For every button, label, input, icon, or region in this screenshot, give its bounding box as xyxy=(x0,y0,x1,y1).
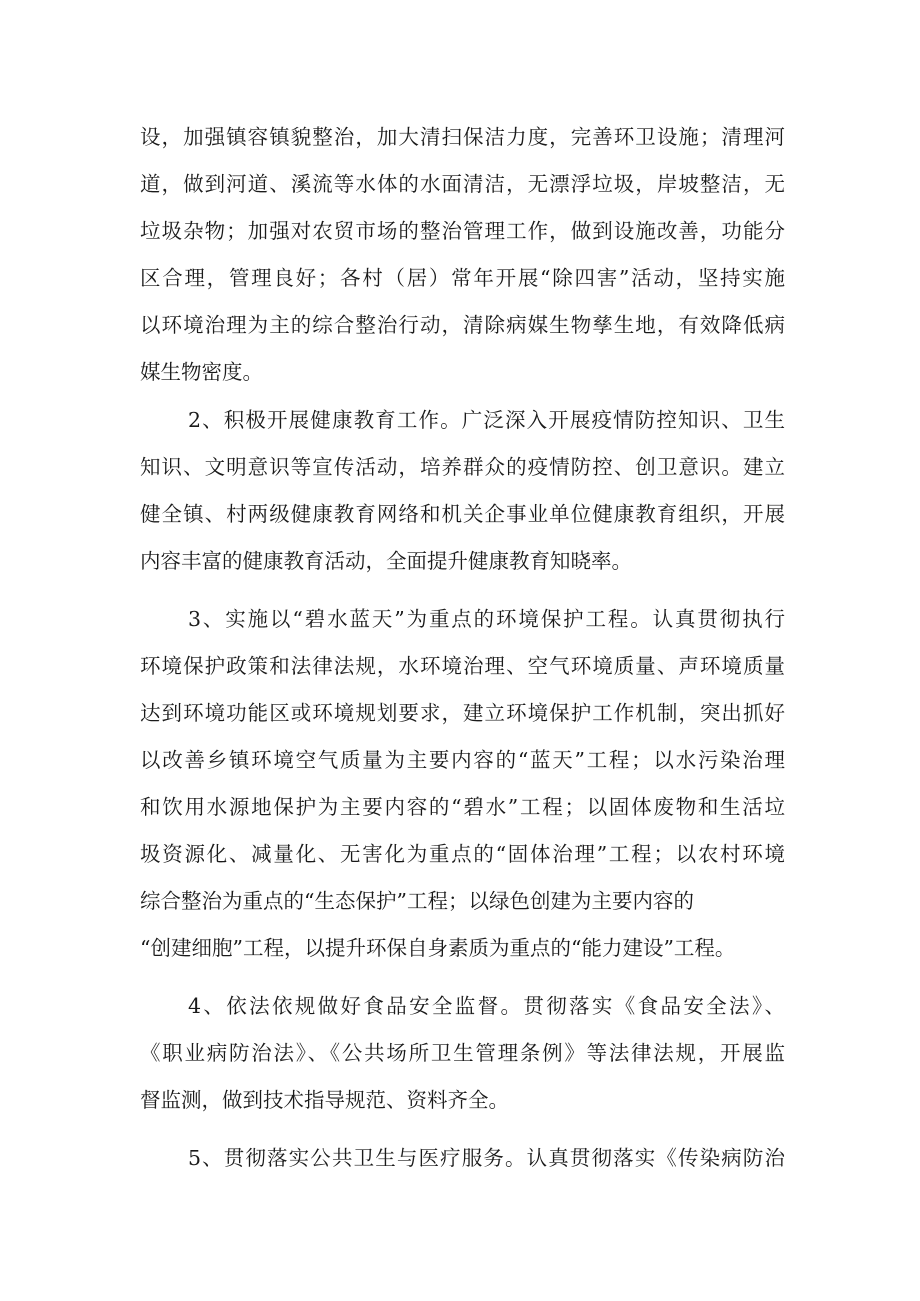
paragraph-4-first-line: 4、依法依规做好食品安全监督。贯彻落实《食品安全法》、 xyxy=(188,994,785,1018)
body-text-line: 道，做到河道、溪流等水体的水面清洁，无漂浮垃圾，岸坡整洁，无 xyxy=(140,172,785,196)
body-text-line: 《职业病防治法》、《公共场所卫生管理条例》等法律法规，开展监 xyxy=(140,1041,785,1065)
body-text-line: 内容丰富的健康教育活动，全面提升健康教育知晓率。 xyxy=(140,549,632,573)
body-text-line: 健全镇、村两级健康教育网络和机关企事业单位健康教育组织，开展 xyxy=(140,502,785,526)
body-text-line: 和饮用水源地保护为主要内容的“碧水”工程；以固体废物和生活垃 xyxy=(140,795,785,819)
body-text-line: 知识、文明意识等宣传活动，培养群众的疫情防控、创卫意识。建立 xyxy=(140,455,785,479)
body-text-line: 圾资源化、减量化、无害化为重点的“固体治理”工程；以农村环境 xyxy=(140,842,785,866)
body-text-line: “创建细胞”工程，以提升环保自身素质为重点的“能力建设”工程。 xyxy=(140,936,736,960)
paragraph-5-first-line: 5、贯彻落实公共卫生与医疗服务。认真贯彻落实《传染病防治 xyxy=(188,1146,785,1170)
paragraph-2-first-line: 2、积极开展健康教育工作。广泛深入开展疫情防控知识、卫生 xyxy=(188,408,785,432)
body-text-line: 垃圾杂物；加强对农贸市场的整治管理工作，做到设施改善，功能分 xyxy=(140,219,785,243)
body-text-line: 环境保护政策和法律法规，水环境治理、空气环境质量、声环境质量 xyxy=(140,654,785,678)
body-text-line: 达到环境功能区或环境规划要求，建立环境保护工作机制，突出抓好 xyxy=(140,701,785,725)
body-text-line: 区合理，管理良好；各村（居）常年开展“除四害”活动，坚持实施 xyxy=(140,266,785,290)
body-text-line: 以环境治理为主的综合整治行动，清除病媒生物孳生地，有效降低病 xyxy=(140,313,785,337)
body-text-line: 媒生物密度。 xyxy=(140,360,263,384)
paragraph-3-first-line: 3、实施以“碧水蓝天”为重点的环境保护工程。认真贯彻执行 xyxy=(188,607,785,631)
body-text-line: 督监测，做到技术指导规范、资料齐全。 xyxy=(140,1088,509,1112)
body-text-line: 综合整治为重点的“生态保护”工程；以绿色创建为主要内容的 xyxy=(140,889,694,913)
body-text-line: 设，加强镇容镇貌整治，加大清扫保洁力度，完善环卫设施；清理河 xyxy=(140,125,785,149)
body-text-line: 以改善乡镇环境空气质量为主要内容的“蓝天”工程；以水污染治理 xyxy=(140,748,785,772)
